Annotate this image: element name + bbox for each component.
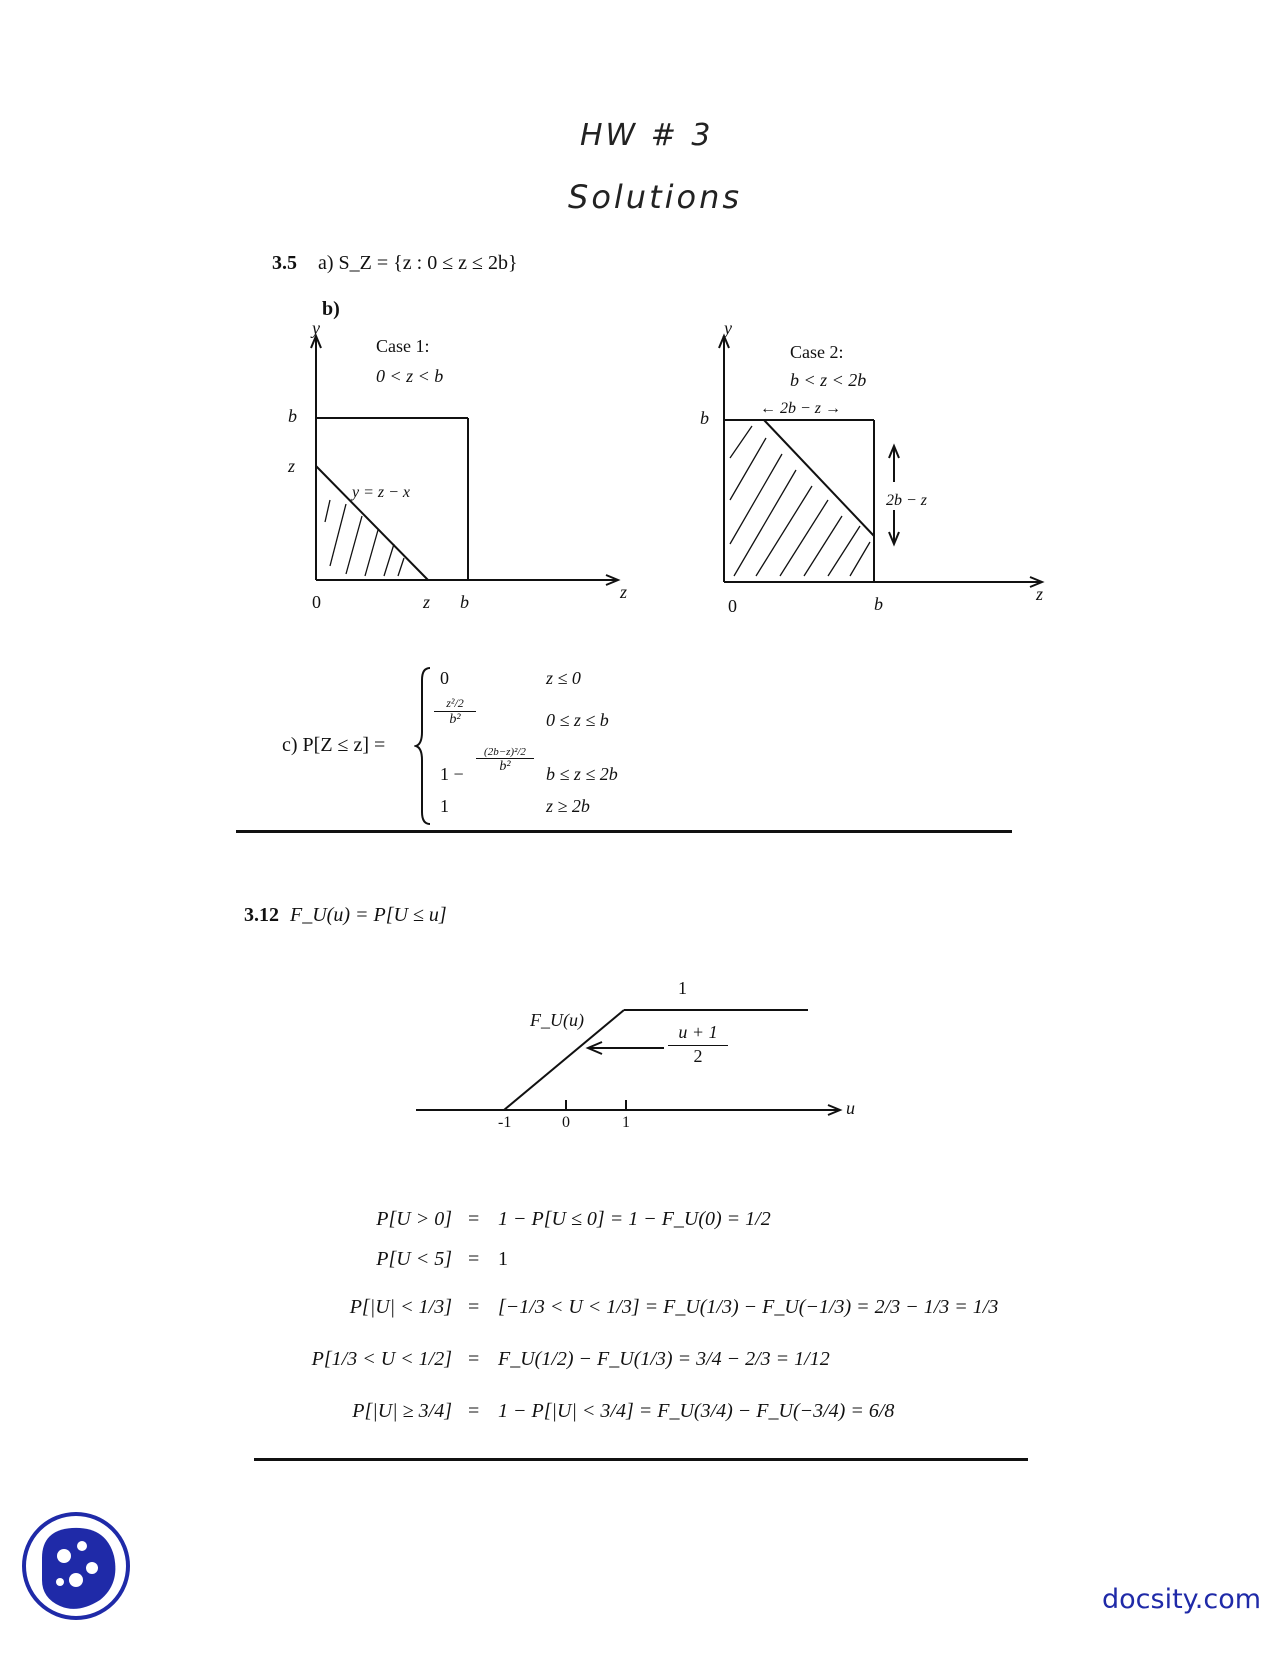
cdf-row1-value: 0 xyxy=(440,668,449,688)
case2-diagonal xyxy=(764,420,874,536)
eq5-rhs: 1 − P[|U| < 3/4] = F_U(3/4) − F_U(−3/4) = 6/8 xyxy=(498,1400,895,1422)
eq4-sign: = xyxy=(468,1348,480,1370)
case1-b-xtick: b xyxy=(460,592,469,612)
cdf-row4-cond: z ≥ 2b xyxy=(546,796,590,816)
eq4-lhs: P[1/3 < U < 1/2] xyxy=(311,1348,452,1370)
page-subtitle: Solutions xyxy=(568,178,743,216)
part-c-label: c) P[Z ≤ z] = xyxy=(282,734,386,756)
eq1-sign: = xyxy=(468,1208,480,1230)
page-title: HW # 3 xyxy=(580,118,714,153)
problem-number-3-5: 3.5 xyxy=(272,252,297,274)
eq1-rhs: 1 − P[U ≤ 0] = 1 − F_U(0) = 1/2 xyxy=(498,1208,771,1230)
cdf-uniform-graph xyxy=(410,990,850,1130)
case2-condition: b < z < 2b xyxy=(790,370,867,390)
case2-width-label: ← 2b − z → xyxy=(760,400,842,417)
eq5-lhs: P[|U| ≥ 3/4] xyxy=(352,1400,452,1422)
case1-condition: 0 < z < b xyxy=(376,366,444,386)
cdf-row2-fraction xyxy=(434,696,476,728)
case2-b-tick: b xyxy=(700,408,709,428)
case1-line-label: y = z − x xyxy=(352,484,411,501)
cdf-row3-prefix: 1 − xyxy=(440,764,464,784)
cdf-row2-den: b² xyxy=(449,712,461,727)
case1-hatching xyxy=(325,500,404,576)
part-a-text: a) S_Z = {z : 0 ≤ z ≤ 2b} xyxy=(318,252,518,274)
cdf-row3-den: b² xyxy=(499,759,511,774)
eq2-sign: = xyxy=(468,1248,480,1270)
case2-height-label: 2b − z xyxy=(886,492,928,509)
case2-title: Case 2: xyxy=(790,342,844,362)
section-divider-2 xyxy=(254,1458,1028,1461)
graph-slope-fraction xyxy=(668,1022,728,1067)
eq2-rhs: 1 xyxy=(498,1248,508,1270)
case1-z-xtick: z xyxy=(423,592,431,612)
case1-y-label: y xyxy=(312,318,320,338)
docsity-brand-text[interactable]: docsity.com xyxy=(1102,1584,1262,1615)
section-divider-1 xyxy=(236,830,1012,833)
eq2-lhs: P[U < 5] xyxy=(376,1248,452,1270)
graph-curve-label: F_U(u) xyxy=(530,1010,584,1030)
graph-tick-label-1: 1 xyxy=(622,1114,630,1131)
part-b-label: b) xyxy=(322,298,340,320)
case1-origin: 0 xyxy=(312,592,321,612)
case2-x-label: z xyxy=(1036,584,1044,604)
problem-number-3-12: 3.12 xyxy=(244,904,279,926)
case1-z-tick: z xyxy=(288,456,296,476)
case2-origin: 0 xyxy=(728,596,737,616)
eq3-sign: = xyxy=(468,1296,480,1318)
case2-hatching xyxy=(730,426,870,576)
case2-y-label: y xyxy=(724,318,732,338)
case1-x-label: z xyxy=(620,582,628,602)
graph-tick-label-neg1: -1 xyxy=(498,1114,512,1131)
cdf-row3-cond: b ≤ z ≤ 2b xyxy=(546,764,618,784)
case1-title: Case 1: xyxy=(376,336,430,356)
graph-tick-label-0: 0 xyxy=(562,1114,570,1131)
cdf-row1-cond: z ≤ 0 xyxy=(546,668,581,688)
graph-slope-num: u + 1 xyxy=(668,1022,728,1046)
problem-3-12-heading: F_U(u) = P[U ≤ u] xyxy=(290,904,447,926)
case2-figure xyxy=(700,330,1060,620)
eq1-lhs: P[U > 0] xyxy=(376,1208,452,1230)
cdf-row2-cond: 0 ≤ z ≤ b xyxy=(546,710,609,730)
case1-figure xyxy=(280,330,640,620)
eq4-rhs: F_U(1/2) − F_U(1/3) = 3/4 − 2/3 = 1/12 xyxy=(498,1348,830,1370)
graph-slope-den: 2 xyxy=(693,1046,703,1066)
eq3-lhs: P[|U| < 1/3] xyxy=(349,1296,452,1318)
eq3-rhs: [−1/3 < U < 1/3] = F_U(1/3) − F_U(−1/3) = 2/3 − 1/3 = 1/3 xyxy=(498,1296,999,1318)
case2-b-xtick: b xyxy=(874,594,883,614)
eq5-sign: = xyxy=(468,1400,480,1422)
graph-top-label: 1 xyxy=(678,978,687,998)
docsity-logo-icon xyxy=(20,1510,132,1622)
cdf-row3-fraction xyxy=(476,746,534,775)
cdf-row2-num: z²/2 xyxy=(434,696,476,712)
cdf-row3-num: (2b−z)²/2 xyxy=(476,746,534,759)
cdf-row4-value: 1 xyxy=(440,796,449,816)
graph-x-label: u xyxy=(846,1098,855,1118)
case1-b-tick: b xyxy=(288,406,297,426)
cdf-brace xyxy=(414,666,434,826)
